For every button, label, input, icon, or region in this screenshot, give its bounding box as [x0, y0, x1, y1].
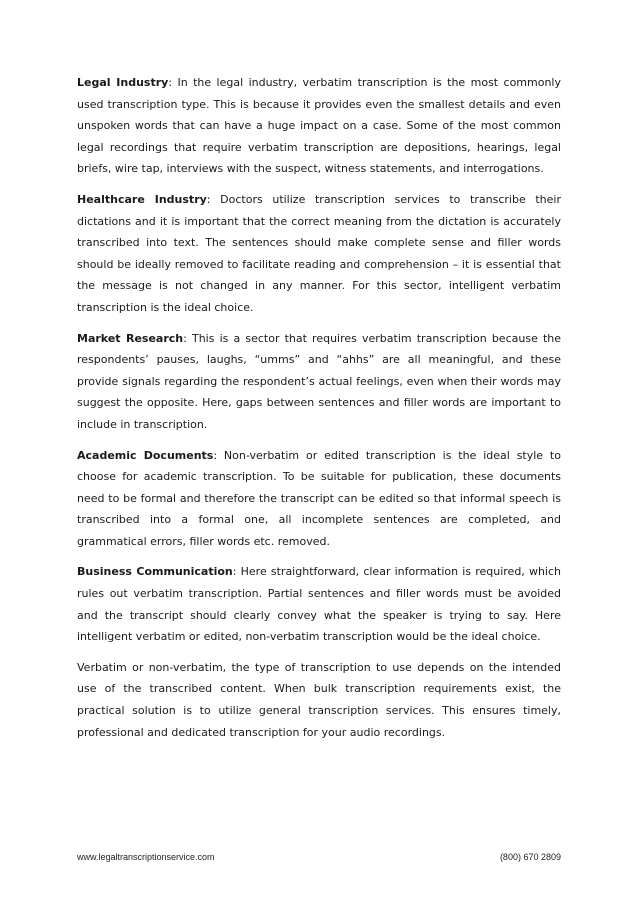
footer-website-link[interactable]: www.legaltranscriptionservice.com	[77, 852, 215, 862]
term-heading: Market Research	[77, 331, 184, 345]
term-heading: Legal Industry	[77, 76, 169, 89]
paragraph-conclusion	[77, 657, 561, 743]
document-body	[77, 72, 561, 752]
paragraph-legal-industry	[77, 72, 561, 180]
paragraph-business-communication	[77, 561, 561, 647]
paragraph-text: : This is a sector that requires verbatim transcription because the respondents’ pauses, laughs, “umms” and “ahhs” are all meaningful, and these provide signals regarding the respondent’s actual feelings, even when their words may suggest the opposite. Here, gaps between sentences and filler words are important to include in transcription.	[77, 331, 562, 431]
paragraph-text: Verbatim or non-verbatim, the type of transcription to use depends on the intended use of the transcribed content. When bulk transcription requirements exist, the practical solution is to utilize general transcription services. This ensures timely, professional and dedicated transcription for your audio recordings.	[77, 660, 561, 739]
paragraph-text: : Non-verbatim or edited transcription is the ideal style to choose for academic transcription. To be suitable for publication, these documents need to be formal and therefore the transcript can be edited so that informal speech is transcribed into a formal one, all incomplete sentences are completed, and grammatical errors, filler words etc. removed.	[77, 448, 561, 548]
paragraph-healthcare-industry	[77, 189, 561, 319]
term-heading: Business Communication	[77, 565, 233, 579]
term-heading: Healthcare Industry	[77, 192, 207, 206]
paragraph-text: : In the legal industry, verbatim transcription is the most commonly used transcription type. This is because it provides even the smallest details and even unspoken words that can have a huge impact on a case. Some of the most common legal recordings that require verbatim transcription are depositions, hearings, legal briefs, wire tap, interviews with the suspect, witness statements, and interrogations.	[77, 76, 562, 176]
paragraph-market-research	[77, 328, 561, 436]
paragraph-academic-documents	[77, 445, 561, 553]
paragraph-text: : Doctors utilize transcription services to transcribe their dictations and it is important that the correct meaning from the dictation is accurately transcribed into text. The sentences should make complete sense and filler words should be ideally removed to facilitate reading and comprehension – it is essential that the message is not changed in any manner. For this sector, intelligent verbatim transcription is the ideal choice.	[77, 192, 561, 314]
term-heading: Academic Documents	[77, 448, 214, 462]
paragraph-text: : Here straightforward, clear information is required, which rules out verbatim transcription. Partial sentences and filler words must be avoided and the transcript should clearly convey what the speaker is trying to say. Here intelligent verbatim or edited, non-verbatim transcription would be the ideal choice.	[77, 565, 561, 644]
page-footer	[77, 852, 561, 862]
footer-phone: (800) 670 2809	[499, 852, 561, 862]
